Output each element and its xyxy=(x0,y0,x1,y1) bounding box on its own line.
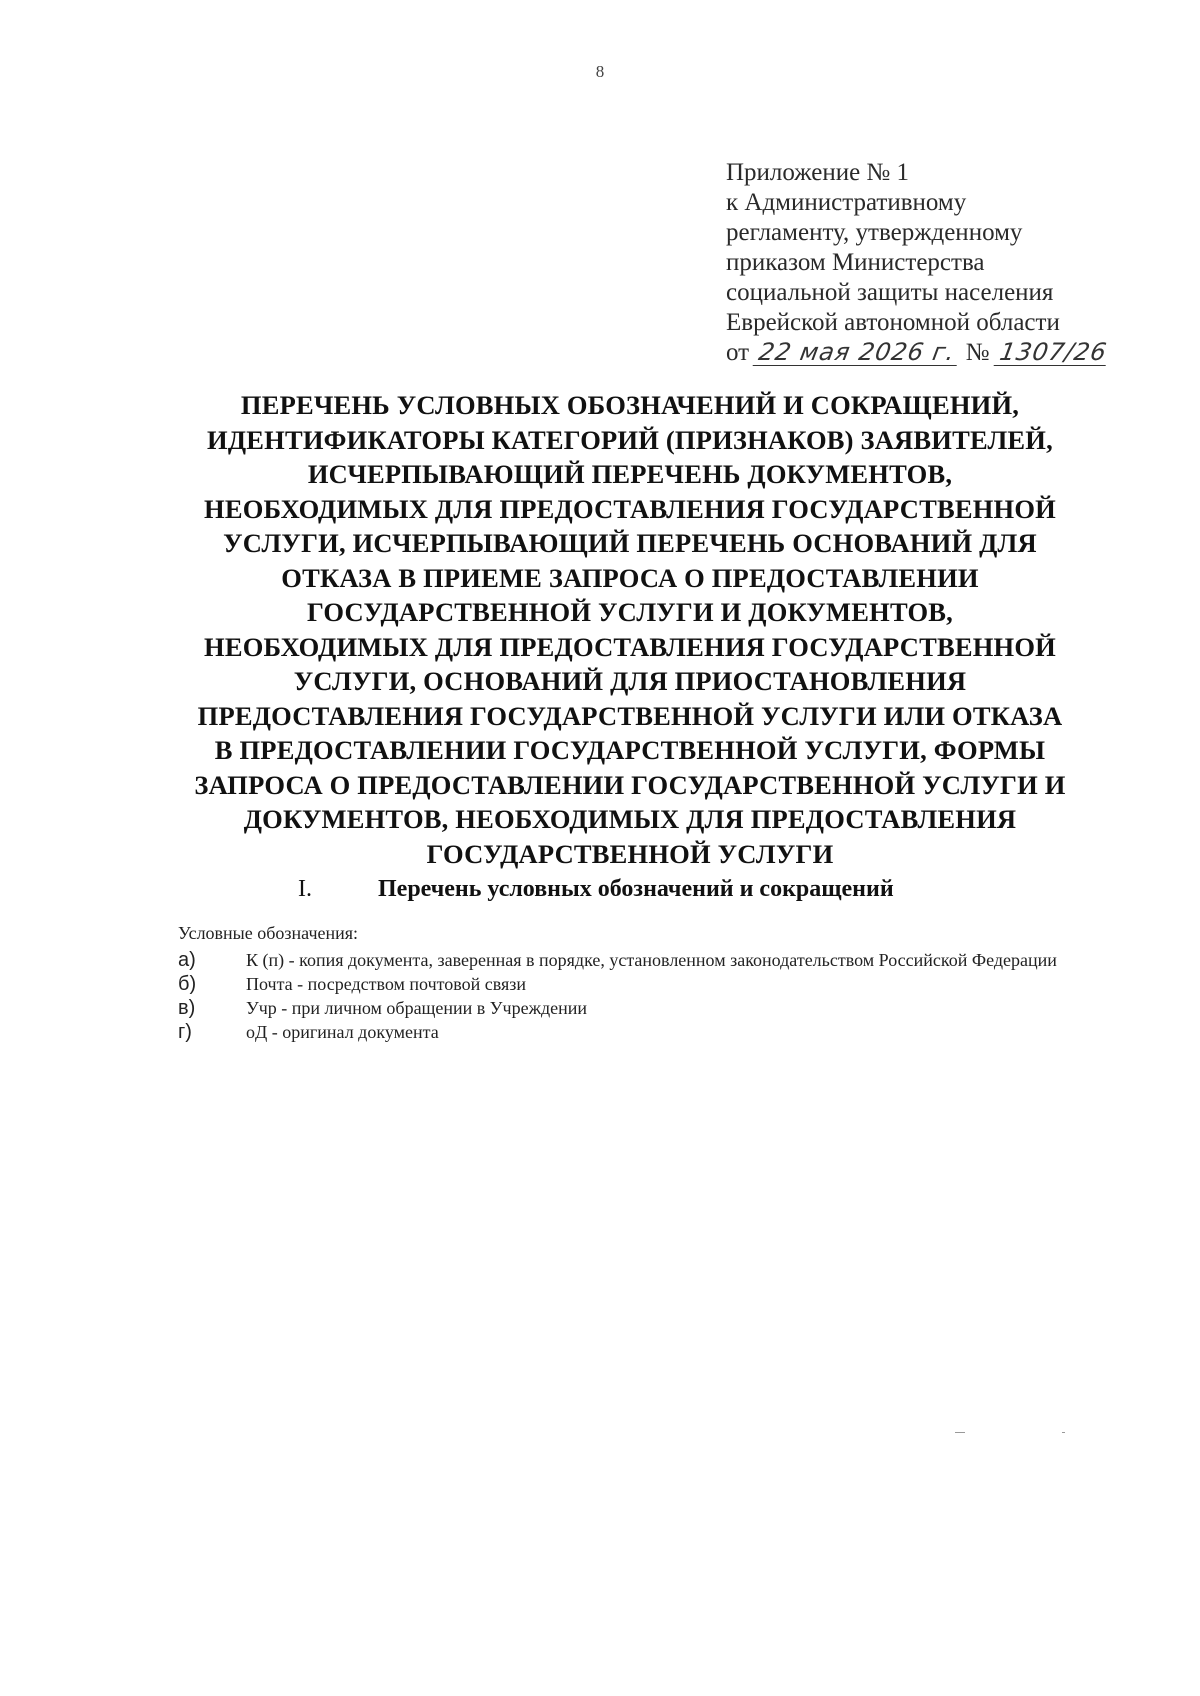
legend-letter: б) xyxy=(178,973,197,995)
scan-artifact xyxy=(1062,1432,1065,1433)
legend-title: Условные обозначения: xyxy=(178,923,359,943)
title-line: ИСЧЕРПЫВАЮЩИЙ ПЕРЕЧЕНЬ ДОКУМЕНТОВ, xyxy=(307,459,953,489)
document-title xyxy=(150,388,1110,871)
title-line: НЕОБХОДИМЫХ ДЛЯ ПРЕДОСТАВЛЕНИЯ ГОСУДАРСТВЕННОЙ xyxy=(204,631,1056,662)
appendix-date-line xyxy=(726,338,1146,368)
title-line: ГОСУДАРСТВЕННОЙ УСЛУГИ И ДОКУМЕНТОВ, xyxy=(307,597,953,627)
legend-letter: а) xyxy=(178,949,196,971)
legend-text: оД - оригинал документа xyxy=(246,1022,439,1042)
appendix-line: к Административному xyxy=(726,189,967,216)
title-line: ЗАПРОСА О ПРЕДОСТАВЛЕНИИ ГОСУДАРСТВЕННОЙ УСЛУГИ И xyxy=(194,769,1066,800)
legend-text: Почта - посредством почтовой связи xyxy=(246,974,527,994)
legend-item xyxy=(178,949,1098,971)
legend-item xyxy=(178,973,1098,995)
legend-block xyxy=(178,922,1098,1045)
appendix-line: социальной защиты населения xyxy=(726,279,1054,306)
appendix-line: Приложение № 1 xyxy=(726,159,910,186)
title-line: ИДЕНТИФИКАТОРЫ КАТЕГОРИЙ (ПРИЗНАКОВ) ЗАЯВИТЕЛЕЙ, xyxy=(207,424,1053,455)
page-number: 8 xyxy=(595,62,605,81)
title-line: НЕОБХОДИМЫХ ДЛЯ ПРЕДОСТАВЛЕНИЯ ГОСУДАРСТВЕННОЙ xyxy=(204,493,1056,524)
title-line: УСЛУГИ, ОСНОВАНИЙ ДЛЯ ПРИОСТАНОВЛЕНИЯ xyxy=(293,666,967,696)
scan-artifact xyxy=(955,1432,965,1433)
number-sign: № xyxy=(965,339,990,366)
section-number: I. xyxy=(298,876,312,902)
date-prefix: от xyxy=(726,339,750,366)
appendix-line: регламенту, утвержденному xyxy=(726,219,1023,246)
appendix-line: приказом Министерства xyxy=(726,249,985,276)
title-line: В ПРЕДОСТАВЛЕНИИ ГОСУДАРСТВЕННОЙ УСЛУГИ, ФОРМЫ xyxy=(214,735,1046,765)
title-line: УСЛУГИ, ИСЧЕРПЫВАЮЩИЙ ПЕРЕЧЕНЬ ОСНОВАНИЙ ДЛЯ xyxy=(223,528,1037,558)
legend-item xyxy=(178,997,1098,1019)
appendix-line: Еврейской автономной области xyxy=(726,309,1060,336)
legend-text: К (п) - копия документа, заверенная в порядке, установленном законодательством Российской Федерации xyxy=(246,950,1057,970)
title-line: ПЕРЕЧЕНЬ УСЛОВНЫХ ОБОЗНАЧЕНИЙ И СОКРАЩЕНИЙ, xyxy=(240,390,1020,420)
handwritten-date: 22 мая 2026 г. xyxy=(753,339,962,366)
legend-item xyxy=(178,1021,1098,1043)
legend-letter: г) xyxy=(178,1021,192,1043)
appendix-block xyxy=(726,158,1146,368)
legend-text: Учр - при личном обращении в Учреждении xyxy=(246,998,588,1018)
title-line: ДОКУМЕНТОВ, НЕОБХОДИМЫХ ДЛЯ ПРЕДОСТАВЛЕНИЯ xyxy=(243,804,1017,834)
title-line: ОТКАЗА В ПРИЕМЕ ЗАПРОСА О ПРЕДОСТАВЛЕНИИ xyxy=(281,562,979,593)
handwritten-number: 1307/26 xyxy=(993,339,1110,366)
title-line: ПРЕДОСТАВЛЕНИЯ ГОСУДАРСТВЕННОЙ УСЛУГИ ИЛИ ОТКАЗА xyxy=(197,700,1063,731)
title-line: ГОСУДАРСТВЕННОЙ УСЛУГИ xyxy=(426,838,834,869)
section-title: Перечень условных обозначений и сокращений xyxy=(378,876,894,902)
section-heading xyxy=(298,876,894,903)
legend-letter: в) xyxy=(178,997,196,1019)
